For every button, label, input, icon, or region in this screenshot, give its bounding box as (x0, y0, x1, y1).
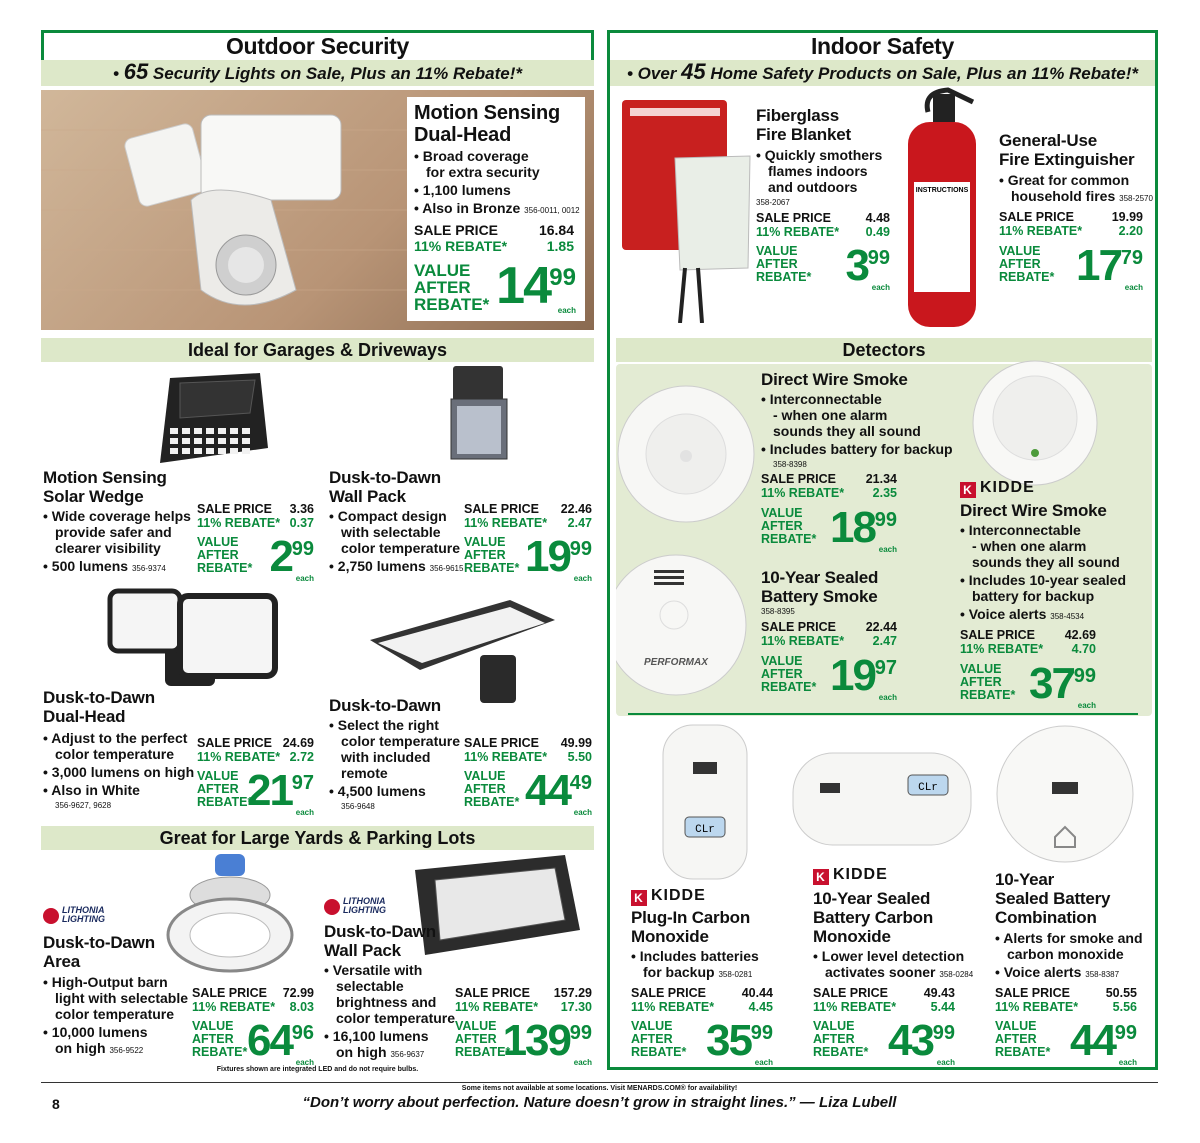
wall-pack-1-name: Dusk-to-Dawn Wall Pack (329, 468, 441, 506)
wall-pack-1-value-price: VALUE AFTER REBATE* 19 99 each (464, 532, 592, 583)
combo-price: SALE PRICE 50.55 11% REBATE* 5.56 (995, 986, 1137, 1014)
sealed-co-photo (790, 743, 975, 848)
barn-light-icon (160, 850, 310, 980)
fire-extinguisher-bullets: • Great for common household fires 358-2570 (999, 172, 1153, 204)
wall-pack-2-bullets: • Versatile with selectable brightness and color temperature • 16,100 lumens on high 356-9637 (324, 962, 456, 1060)
dusk-dual-head-bullets: • Adjust to the perfect color temperature • 3,000 lumens on high • Also in White 356-9627, 9628 (43, 730, 195, 810)
sealed-smoke-photo (616, 550, 756, 700)
outdoor-title: Outdoor Security (225, 33, 410, 59)
plugin-co-photo (660, 722, 750, 882)
performax-brand: PERFORMAX (644, 657, 708, 668)
kidde-logo-3: K KIDDE (813, 866, 888, 885)
dw-smoke-1-photo (616, 384, 756, 529)
sealed-smoke-value-price: VALUE AFTER REBATE* 19 97 each (761, 651, 897, 702)
area-light-name: Dusk-to-Dawn Area (43, 933, 155, 971)
kidde-logo-2: K KIDDE (631, 887, 706, 906)
motion-dual-head-name: Motion Sensing Dual-Head (414, 102, 561, 146)
dusk-to-dawn-name: Dusk-to-Dawn (329, 696, 441, 715)
wall-pack-2-name: Dusk-to-Dawn Wall Pack (324, 922, 436, 960)
kidde-smoke-detector-icon (960, 358, 1110, 488)
dw-smoke-1-value-price: VALUE AFTER REBATE* 18 99 each (761, 503, 897, 554)
sealed-co-value-price: VALUE AFTER REBATE* 43 99 each (813, 1016, 955, 1067)
outdoor-promo-band: • 65 Security Lights on Sale, Plus an 11% Rebate!* (41, 60, 594, 86)
dusk-dual-head-name: Dusk-to-Dawn Dual-Head (43, 688, 155, 726)
fire-extinguisher-price: SALE PRICE 19.99 11% REBATE* 2.20 (999, 210, 1143, 238)
availability-note: Some items not available at some locations. Visit MENARDS.COM® for availability! (41, 1082, 1158, 1092)
sealed-co-bullets: • Lower level detection activates sooner 358-0284 (813, 948, 974, 980)
motion-dual-head-price: SALE PRICE 16.84 11% REBATE* 1.85 (414, 222, 574, 254)
wall-pack-light-icon (445, 364, 515, 464)
page-number: 8 (52, 1096, 60, 1112)
wall-pack-2-price: SALE PRICE 157.29 11% REBATE* 17.30 (455, 986, 592, 1014)
indoor-subheader-detectors: Detectors (616, 338, 1152, 362)
fixtures-note: Fixtures shown are integrated LED and do not require bulbs. (216, 1066, 419, 1073)
fire-extinguisher-value-price: VALUE AFTER REBATE* 17 79 each (999, 241, 1143, 292)
plugin-co-display: CLr (695, 824, 715, 836)
plugin-co-bullets: • Includes batteries for backup 358-0281 (631, 948, 759, 980)
lithonia-logo-1: LITHONIA LIGHTING (43, 906, 105, 924)
wall-pack-1-price: SALE PRICE 22.46 11% REBATE* 2.47 (464, 502, 592, 530)
dw-smoke-1-price: SALE PRICE 21.34 11% REBATE* 2.35 (761, 472, 897, 500)
indoor-promo-band: • Over 45 Home Safety Products on Sale, Plus an 11% Rebate!* (610, 60, 1155, 86)
dw-smoke-2-name: Direct Wire Smoke (960, 501, 1107, 520)
solar-wedge-bullets: • Wide coverage helps provide safer and clearer visibility • 500 lumens 356-9374 (43, 508, 191, 574)
combo-detector-icon (990, 722, 1140, 867)
outdoor-promo-count: 65 (123, 59, 149, 84)
dw-smoke-2-value-price: VALUE AFTER REBATE* 37 99 each (960, 659, 1096, 710)
dw-smoke-2-bullets: • Interconnectable - when one alarm sounds they all sound • Includes 10-year sealed battery for backup • Voice alerts 358-4534 (960, 522, 1126, 622)
dw-smoke-1-name: Direct Wire Smoke (761, 370, 908, 389)
sealed-smoke-name: 10-Year Sealed Battery Smoke (761, 568, 879, 606)
sealed-smoke-detector-icon (616, 550, 756, 700)
flood-light-icon (360, 595, 560, 705)
fire-blanket-bullets: • Quickly smothers flames indoors and outdoors 358-2067 (756, 147, 883, 207)
fire-blanket-photo (620, 98, 755, 323)
wall-pack-2-value-price: VALUE AFTER REBATE* 139 99 each (455, 1016, 592, 1067)
dw-smoke-1-bullets: • Interconnectable - when one alarm sounds they all sound • Includes battery for backup 358-8398 (761, 391, 953, 469)
indoor-promo-count: 45 (681, 59, 706, 84)
plugin-co-detector-icon (660, 722, 750, 882)
combo-bullets: • Alerts for smoke and carbon monoxide • Voice alerts 358-8387 (995, 930, 1143, 980)
dw-smoke-2-photo (960, 358, 1110, 488)
solar-wedge-light-icon (150, 368, 275, 478)
lithonia-logo-2: LITHONIA LIGHTING (324, 897, 386, 915)
indoor-title: Indoor Safety (810, 33, 955, 59)
dusk-to-dawn-value-price: VALUE AFTER REBATE* 44 49 each (464, 766, 592, 817)
motion-dual-head-bullets: • Broad coverage for extra security • 1,100 lumens • Also in Bronze 356-0011, 0012 (414, 148, 580, 216)
solar-wedge-name: Motion Sensing Solar Wedge (43, 468, 167, 506)
area-light-photo (160, 850, 310, 980)
wall-pack-1-photo (445, 364, 515, 464)
sealed-co-price: SALE PRICE 49.43 11% REBATE* 5.44 (813, 986, 955, 1014)
sealed-co-detector-icon (790, 743, 975, 848)
motion-dual-head-light-icon (41, 90, 411, 330)
fire-extinguisher-photo (898, 82, 988, 332)
kidde-logo-1: K KIDDE (960, 479, 1035, 498)
fire-blanket-icon (620, 98, 755, 323)
dusk-dual-head-value-price: VALUE AFTER REBATE* 21 97 each (197, 766, 314, 817)
smoke-detector-icon (616, 384, 756, 529)
plugin-co-name: Plug-In Carbon Monoxide (631, 908, 751, 946)
dusk-to-dawn-price: SALE PRICE 49.99 11% REBATE* 5.50 (464, 736, 592, 764)
solar-wedge-photo (150, 368, 275, 478)
motion-dual-head-value-price: VALUE AFTER REBATE* 14 99 each (414, 257, 576, 315)
sealed-co-name: 10-Year Sealed Battery Carbon Monoxide (813, 889, 934, 946)
combo-name: 10-Year Sealed Battery Combination (995, 870, 1111, 927)
fire-extinguisher-name: General-Use Fire Extinguisher (999, 131, 1135, 169)
outdoor-subheader-garages: Ideal for Garages & Driveways (41, 338, 594, 362)
fire-blanket-price: SALE PRICE 4.48 11% REBATE* 0.49 (756, 211, 890, 239)
dw-smoke-2-price: SALE PRICE 42.69 11% REBATE* 4.70 (960, 628, 1096, 656)
sealed-smoke-price: SALE PRICE 22.44 11% REBATE* 2.47 (761, 620, 897, 648)
area-light-value-price: VALUE AFTER REBATE* 64 96 each (192, 1016, 314, 1067)
fire-blanket-value-price: VALUE AFTER REBATE* 3 99 each (756, 241, 890, 292)
plugin-co-value-price: VALUE AFTER REBATE* 35 99 each (631, 1016, 773, 1067)
dusk-dual-head-price: SALE PRICE 24.69 11% REBATE* 2.72 (197, 736, 314, 764)
sealed-smoke-sku: 358-8395 (761, 607, 795, 616)
wall-pack-1-bullets: • Compact design with selectable color temperature • 2,750 lumens 356-9615 (329, 508, 464, 574)
sealed-co-display: CLr (918, 782, 938, 794)
dusk-dual-head-photo (105, 586, 305, 696)
dusk-to-dawn-bullets: • Select the right color temperature with included remote • 4,500 lumens 356-9648 (329, 717, 461, 811)
area-light-bullets: • High-Output barn light with selectable color temperature • 10,000 lumens on high 356-9522 (43, 974, 189, 1056)
plugin-co-price: SALE PRICE 40.44 11% REBATE* 4.45 (631, 986, 773, 1014)
dual-head-light-icon (105, 586, 305, 696)
footer-quote: “Don’t worry about perfection. Nature doesn’t grow in straight lines.” — Liza Lubell (302, 1094, 897, 1111)
dusk-to-dawn-photo (360, 595, 560, 705)
area-light-price: SALE PRICE 72.99 11% REBATE* 8.03 (192, 986, 314, 1014)
extinguisher-label: INSTRUCTIONS (915, 187, 969, 194)
fire-extinguisher-icon (898, 82, 988, 332)
combo-value-price: VALUE AFTER REBATE* 44 99 each (995, 1016, 1137, 1067)
combo-photo (990, 722, 1140, 867)
solar-wedge-value-price: VALUE AFTER REBATE* 2 99 each (197, 532, 314, 583)
solar-wedge-price: SALE PRICE 3.36 11% REBATE* 0.37 (197, 502, 314, 530)
fire-blanket-name: Fiberglass Fire Blanket (756, 106, 851, 144)
outdoor-subheader-yards: Great for Large Yards & Parking Lots (41, 826, 594, 850)
